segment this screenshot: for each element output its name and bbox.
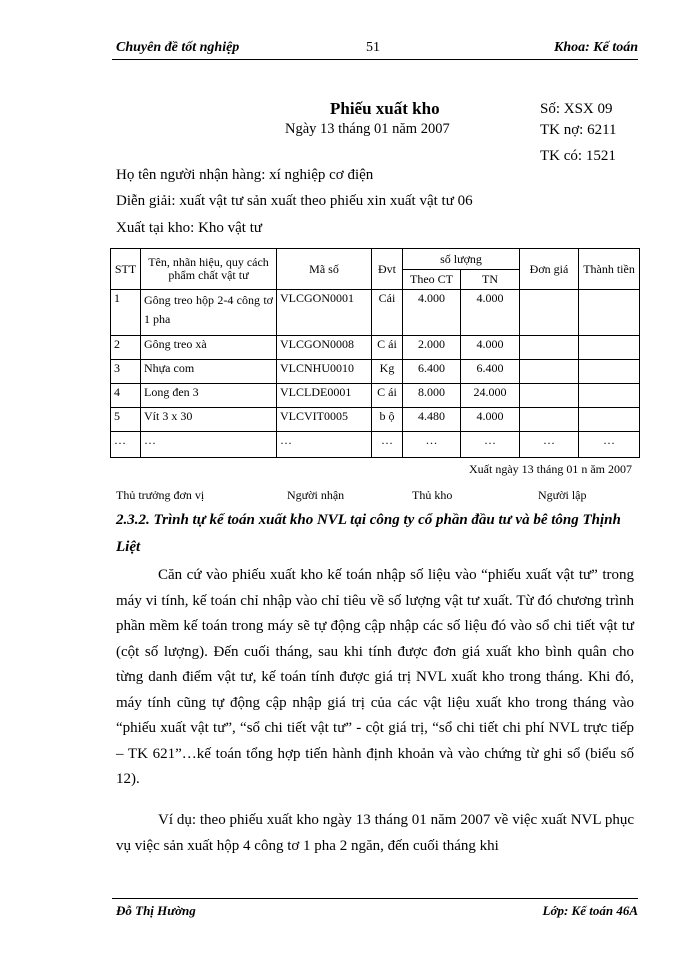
cell-amount xyxy=(579,360,640,384)
credit-account: TK có: 1521 xyxy=(540,148,616,164)
sign-receiver: Người nhận xyxy=(287,488,345,502)
cell-code: VLCLDE0001 xyxy=(277,384,372,408)
cell-price xyxy=(520,290,579,336)
cell-qty-doc: 8.000 xyxy=(403,384,461,408)
cell-name: Gông treo hộp 2-4 công tơ 1 pha xyxy=(141,290,277,336)
cell-unit: b ộ xyxy=(372,408,403,432)
sign-head: Thủ trưởng đơn vị xyxy=(116,488,205,502)
header-rule xyxy=(112,59,638,60)
paragraph-1: Căn cứ vào phiếu xuất kho kế toán nhập số liệu vào “phiếu xuất vật tư” trong máy vi tính, kế toán chỉ nhập vào chỉ tiêu về số lượng vật tư xuất. Từ đó chương trình phần mềm kế toán trong máy sẽ tự động cập nhập các số liệu đó vào sổ chi tiết vật tư (cột số lượng). Đến cuối tháng, sau khi tính được đơn giá xuất kho bình quân cho từng danh điểm vật tư, kế toán tính được giá trị NVL xuất kho trong tháng. Khi đó, máy tính cũng tự động cập nhập giá trị của các vật liệu xuất kho trong tháng vào “phiếu xuất vật tư”, “sổ chi tiết vật tư” - cột giá trị, “sổ chi tiết chi phí NVL trực tiếp – TK 621”…kế toán tổng hợp tiến hành định khoản và vào chứng từ ghi sổ (biểu số 12). xyxy=(116,567,634,787)
page-number: 51 xyxy=(366,40,380,55)
debit-account: TK nợ: 6211 xyxy=(540,122,617,138)
cell-amount xyxy=(579,336,640,360)
footer-author: Đỗ Thị Hường xyxy=(116,903,196,918)
slip-number: Số: XSX 09 xyxy=(540,101,613,117)
issue-slip-table xyxy=(110,248,640,458)
header-left: Chuyên đề tốt nghiệp xyxy=(116,40,240,55)
warehouse: Xuất tại kho: Kho vật tư xyxy=(116,220,263,236)
cell-price xyxy=(520,408,579,432)
cell-amount xyxy=(579,290,640,336)
cell-code: VLCGON0001 xyxy=(277,290,372,336)
col-stt: STT xyxy=(111,249,141,290)
cell-amount: … xyxy=(579,432,640,458)
cell-stt: 4 xyxy=(111,384,141,408)
footer-class: Lớp: Kế toán 46A xyxy=(542,903,638,918)
cell-qty-actual: 24.000 xyxy=(461,384,520,408)
col-name: Tên, nhãn hiệu, quy cách phẩm chất vật tư xyxy=(141,249,277,290)
cell-name: Nhựa com xyxy=(141,360,277,384)
col-price: Đơn giá xyxy=(520,249,579,290)
slip-title: Phiếu xuất kho xyxy=(330,99,440,118)
cell-unit: Kg xyxy=(372,360,403,384)
cell-code: VLCVIT0005 xyxy=(277,408,372,432)
cell-qty-actual: 6.400 xyxy=(461,360,520,384)
col-quantity: số lượng xyxy=(403,249,520,270)
cell-qty-doc: 2.000 xyxy=(403,336,461,360)
table-row xyxy=(111,408,640,432)
cell-name: Vít 3 x 30 xyxy=(141,408,277,432)
cell-qty-doc: … xyxy=(403,432,461,458)
col-qty-doc: Theo CT xyxy=(403,270,461,290)
cell-price xyxy=(520,360,579,384)
table-row xyxy=(111,360,640,384)
col-qty-actual: TN xyxy=(461,270,520,290)
cell-code: VLCGON0008 xyxy=(277,336,372,360)
cell-amount xyxy=(579,384,640,408)
footer-rule xyxy=(112,898,638,899)
slip-date: Ngày 13 tháng 01 năm 2007 xyxy=(285,121,450,137)
paragraph-2: Ví dụ: theo phiếu xuất kho ngày 13 tháng 01 năm 2007 về việc xuất NVL phục vụ việc sản xuất hộp 4 công tơ 1 pha 2 ngăn, đến cuối tháng khi xyxy=(116,812,634,854)
cell-qty-doc: 4.480 xyxy=(403,408,461,432)
cell-unit: C ái xyxy=(372,384,403,408)
issue-date: Xuất ngày 13 tháng 01 n ăm 2007 xyxy=(469,462,632,476)
cell-unit: C ái xyxy=(372,336,403,360)
col-code: Mã số xyxy=(277,249,372,290)
cell-qty-actual: 4.000 xyxy=(461,290,520,336)
col-amount: Thành tiền xyxy=(579,249,640,290)
col-unit: Đvt xyxy=(372,249,403,290)
cell-code: … xyxy=(277,432,372,458)
description: Diễn giải: xuất vật tư sản xuất theo phiếu xin xuất vật tư 06 xyxy=(116,193,473,209)
cell-qty-actual: … xyxy=(461,432,520,458)
cell-unit: Cái xyxy=(372,290,403,336)
sign-storekeeper: Thủ kho xyxy=(412,488,453,502)
section-heading: 2.3.2. Trình tự kế toán xuất kho NVL tại công ty cổ phần đầu tư và bê tông Thịnh Liệt xyxy=(116,512,621,555)
cell-stt: … xyxy=(111,432,141,458)
cell-amount xyxy=(579,408,640,432)
cell-qty-doc: 6.400 xyxy=(403,360,461,384)
cell-qty-actual: 4.000 xyxy=(461,408,520,432)
table-row xyxy=(111,384,640,408)
cell-price: … xyxy=(520,432,579,458)
cell-price xyxy=(520,336,579,360)
cell-qty-doc: 4.000 xyxy=(403,290,461,336)
cell-qty-actual: 4.000 xyxy=(461,336,520,360)
cell-unit: … xyxy=(372,432,403,458)
cell-stt: 3 xyxy=(111,360,141,384)
sign-preparer: Người lập xyxy=(538,488,587,502)
cell-stt: 2 xyxy=(111,336,141,360)
recipient: Họ tên người nhận hàng: xí nghiệp cơ điện xyxy=(116,167,374,183)
cell-name: … xyxy=(141,432,277,458)
cell-stt: 1 xyxy=(111,290,141,336)
cell-stt: 5 xyxy=(111,408,141,432)
header-right: Khoa: Kế toán xyxy=(553,40,638,55)
cell-name: Gông treo xà xyxy=(141,336,277,360)
table-row xyxy=(111,290,640,336)
cell-code: VLCNHU0010 xyxy=(277,360,372,384)
table-row xyxy=(111,336,640,360)
cell-name: Long đen 3 xyxy=(141,384,277,408)
table-row xyxy=(111,432,640,458)
cell-price xyxy=(520,384,579,408)
